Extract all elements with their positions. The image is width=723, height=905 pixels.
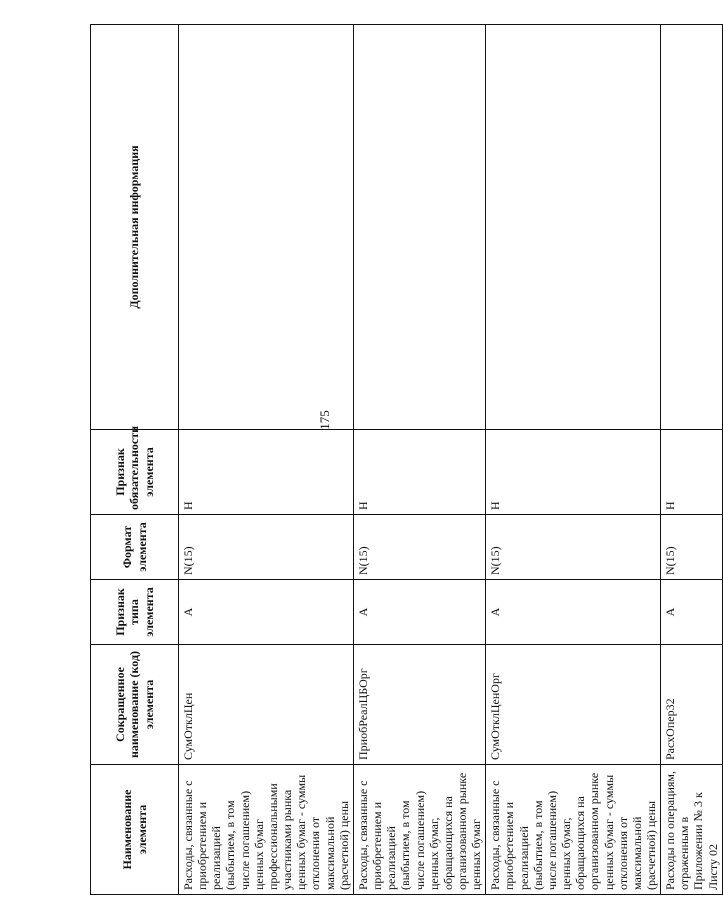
cell-format: N(15) bbox=[661, 515, 723, 580]
cell-type: А bbox=[486, 580, 661, 645]
table-header-row bbox=[91, 25, 179, 895]
cell-element-name: Расходы, связанные с приобретением и реализацией (выбытием, в том числе погашением) ценных бумаг профессиональными участниками рынка ценных бумаг - суммы отклонения от максимальной (расчетной) цены bbox=[179, 765, 354, 895]
cell-format: N(15) bbox=[179, 515, 354, 580]
table-row bbox=[486, 25, 661, 895]
cell-code: СумОтклЦенОрг bbox=[486, 645, 661, 765]
cell-format: N(15) bbox=[353, 515, 485, 580]
cell-code: СумОтклЦен bbox=[179, 645, 354, 765]
page-number: 175 bbox=[317, 410, 332, 430]
header-additional-info: Дополнительная информация bbox=[91, 25, 179, 430]
elements-table bbox=[90, 24, 723, 895]
header-required: Признак обязательности элемента bbox=[91, 430, 179, 515]
cell-element-name: Расходы, связанные с приобретением и реализацией (выбытием, в том числе погашением) ценных бумаг, обращающихся на организованном рынке ценных бумаг - суммы отклонения от максимальной (расчетной) цены bbox=[486, 765, 661, 895]
header-element-name: Наименование элемента bbox=[91, 765, 179, 895]
header-type: Признак типа элемента bbox=[91, 580, 179, 645]
cell-element-name: Расходы, связанные с приобретением и реализацией (выбытием, в том числе погашением) ценных бумаг, обращающихся на организованном рынке ценных бумаг bbox=[353, 765, 485, 895]
cell-code: ПриобРеалЦБОрг bbox=[353, 645, 485, 765]
cell-required: Н bbox=[353, 430, 485, 515]
cell-type: А bbox=[661, 580, 723, 645]
cell-element-name: Расходы по операциям, отраженным в Приложении № 3 к Листу 02 bbox=[661, 765, 723, 895]
cell-info bbox=[661, 25, 723, 430]
cell-required: Н bbox=[661, 430, 723, 515]
cell-type: А bbox=[179, 580, 354, 645]
cell-required: Н bbox=[486, 430, 661, 515]
rotated-table-container bbox=[90, 25, 720, 895]
cell-format: N(15) bbox=[486, 515, 661, 580]
cell-info bbox=[179, 25, 354, 430]
cell-required: Н bbox=[179, 430, 354, 515]
table-row bbox=[179, 25, 354, 895]
header-format: Формат элемента bbox=[91, 515, 179, 580]
table-row bbox=[661, 25, 723, 895]
cell-info bbox=[486, 25, 661, 430]
cell-type: А bbox=[353, 580, 485, 645]
cell-info bbox=[353, 25, 485, 430]
cell-code: РасхОпер32 bbox=[661, 645, 723, 765]
header-short-code: Сокращенное наименование (код) элемента bbox=[91, 645, 179, 765]
table-row bbox=[353, 25, 485, 895]
